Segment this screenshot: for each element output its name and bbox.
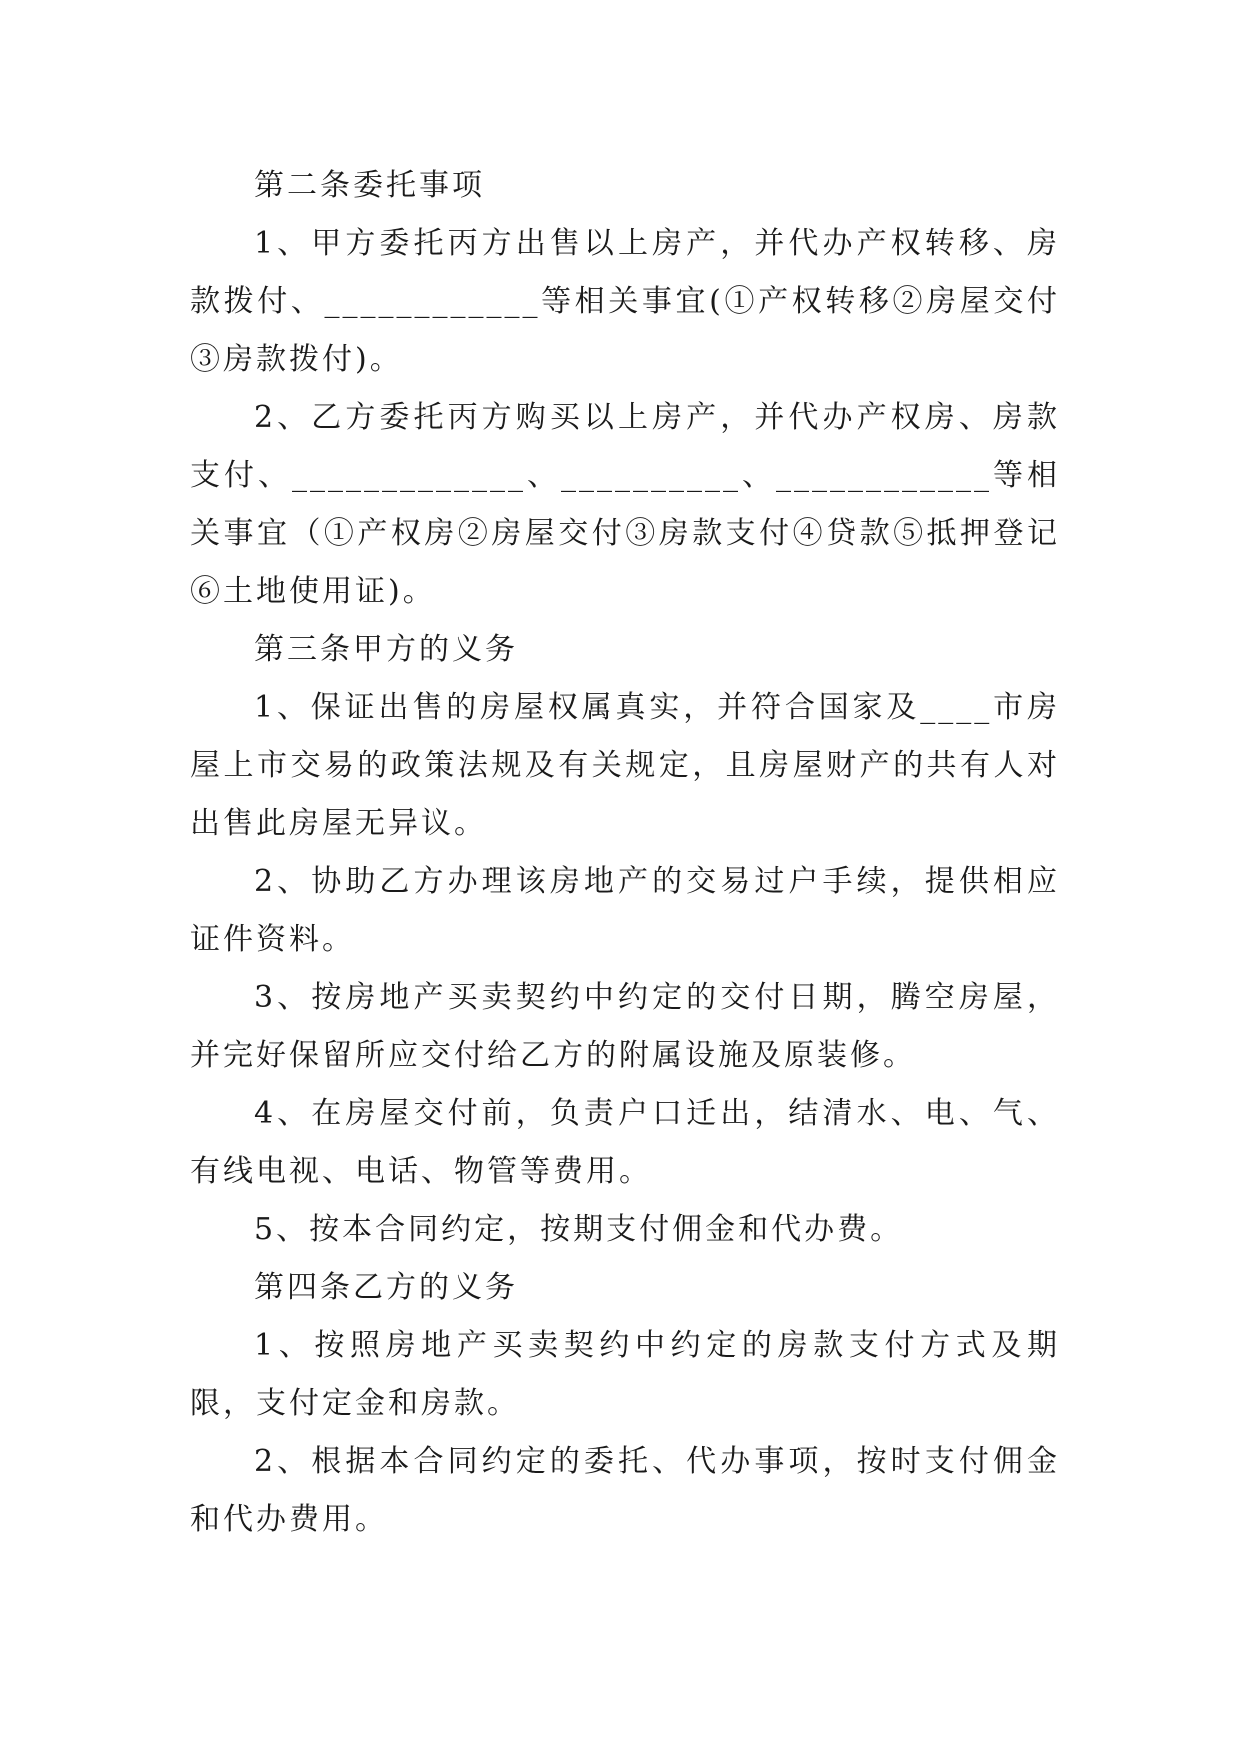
clause-3-1: 1、保证出售的房屋权属真实，并符合国家及____市房屋上市交易的政策法规及有关规定，且房屋财产的共有人对出售此房屋无异议。 (190, 690, 1060, 841)
section-heading-2: 第二条委托事项 (254, 168, 485, 203)
section-heading-4: 第四条乙方的义务 (254, 1270, 518, 1305)
clause-3-4: 4、在房屋交付前，负责户口迁出，结清水、电、气、有线电视、电话、物管等费用。 (190, 1096, 1060, 1189)
clause-2-2: 2、乙方委托丙方购买以上房产，并代办产权房、房款支付、_____________、__________、____________等相关事宜（①产权房②房屋交付③房款支付④贷款⑤抵押登记⑥土地使用证)。 (190, 400, 1060, 609)
document-body (190, 157, 1060, 1549)
clause-4-2: 2、根据本合同约定的委托、代办事项，按时支付佣金和代办费用。 (190, 1444, 1060, 1537)
clause-3-5: 5、按本合同约定，按期支付佣金和代办费。 (254, 1212, 904, 1247)
clause-3-2: 2、协助乙方办理该房地产的交易过户手续，提供相应证件资料。 (190, 864, 1060, 957)
section-heading-3: 第三条甲方的义务 (254, 632, 518, 667)
clause-3-3: 3、按房地产买卖契约中约定的交付日期，腾空房屋，并完好保留所应交付给乙方的附属设施及原装修。 (190, 980, 1060, 1073)
clause-4-1: 1、按照房地产买卖契约中约定的房款支付方式及期限，支付定金和房款。 (190, 1328, 1060, 1421)
clause-2-1: 1、甲方委托丙方出售以上房产，并代办产权转移、房款拨付、____________等相关事宜(①产权转移②房屋交付③房款拨付)。 (190, 226, 1060, 377)
